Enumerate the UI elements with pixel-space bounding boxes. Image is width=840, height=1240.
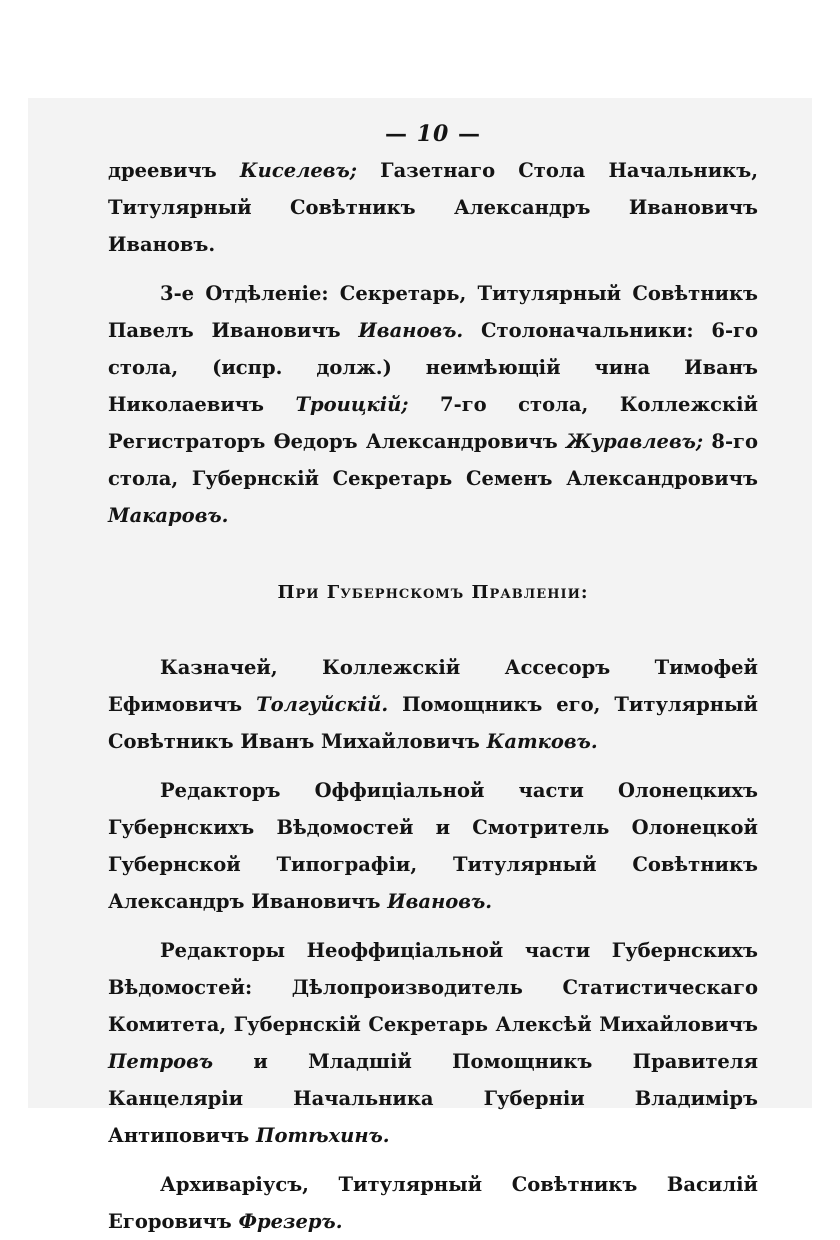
paragraph-unofficial-editors — [108, 932, 758, 1154]
page-number-value: 10 — [416, 121, 450, 147]
italic-name: Фрезеръ. — [238, 1210, 343, 1233]
italic-name: Петровъ — [108, 1050, 214, 1073]
italic-name: Ивановъ. — [358, 319, 464, 342]
italic-name: Троицкій; — [295, 393, 409, 416]
italic-name: Толгуйскій. — [256, 693, 389, 716]
paragraph-treasurer — [108, 649, 758, 760]
paragraph-third-department — [108, 275, 758, 534]
text-run: 7-го стола, Коллежскій Регистраторъ Ѳедоръ Александровичъ — [108, 393, 758, 453]
text-run: Газетнаго Стола Начальникъ, Титулярный Совѣтникъ Александръ Ивановичъ Ивановъ. — [108, 159, 758, 256]
text-run: Помощникъ его, Титулярный Совѣтникъ Иванъ Михайловичъ — [108, 693, 758, 753]
italic-name: Макаровъ. — [108, 504, 229, 527]
section-heading: При Губернскомъ Правленіи: — [277, 582, 589, 603]
page-content — [108, 98, 758, 1240]
paragraph-archivist — [108, 1166, 758, 1240]
italic-name: Катковъ. — [486, 730, 598, 753]
text-run: Редакторы Неоффиціальной части Губернскихъ Вѣдомостей: Дѣлопроизводитель Статистическаго Комитета, Губернскій Секретарь Алексѣй Михайловичъ — [108, 939, 758, 1036]
text-run: Столоначальники: 6-го стола, (испр. долж.) неимѣющій чина Иванъ Николаевичъ — [108, 319, 759, 416]
page-number: — 10 — — [385, 121, 481, 147]
text-run: Архиваріусъ, Титулярный Совѣтникъ Василій Егоровичъ — [108, 1173, 758, 1233]
text-run: дреевичъ — [108, 159, 240, 182]
italic-name: Журавлевъ; — [565, 430, 704, 453]
italic-name: Киселевъ; — [239, 159, 357, 182]
text-run: и Младшій Помощникъ Правителя Канцеляріи Начальника Губерніи Владиміръ Антиповичъ — [108, 1050, 758, 1147]
italic-name: Ивановъ. — [387, 890, 493, 913]
text-run: Редакторъ Оффиціальной части Олонецкихъ Губернскихъ Вѣдомостей и Смотритель Олонецкой Губернской Типографіи, Титулярный Совѣтникъ Александръ Ивановичъ — [108, 779, 758, 913]
paragraph-gazette-desk — [108, 152, 758, 263]
text-run: 8-го стола, Губернскій Секретарь Семенъ Александровичъ — [108, 430, 758, 490]
book-page — [28, 98, 812, 1233]
text-run: Казначей, Коллежскій Ассесоръ Тимофей Ефимовичъ — [108, 656, 758, 716]
text-run: 3-е Отдѣленіе: Секретарь, Титулярный Совѣтникъ Павелъ Ивановичъ — [108, 282, 758, 342]
italic-name: Потѣхинъ. — [256, 1124, 390, 1147]
paragraph-official-editor — [108, 772, 758, 920]
